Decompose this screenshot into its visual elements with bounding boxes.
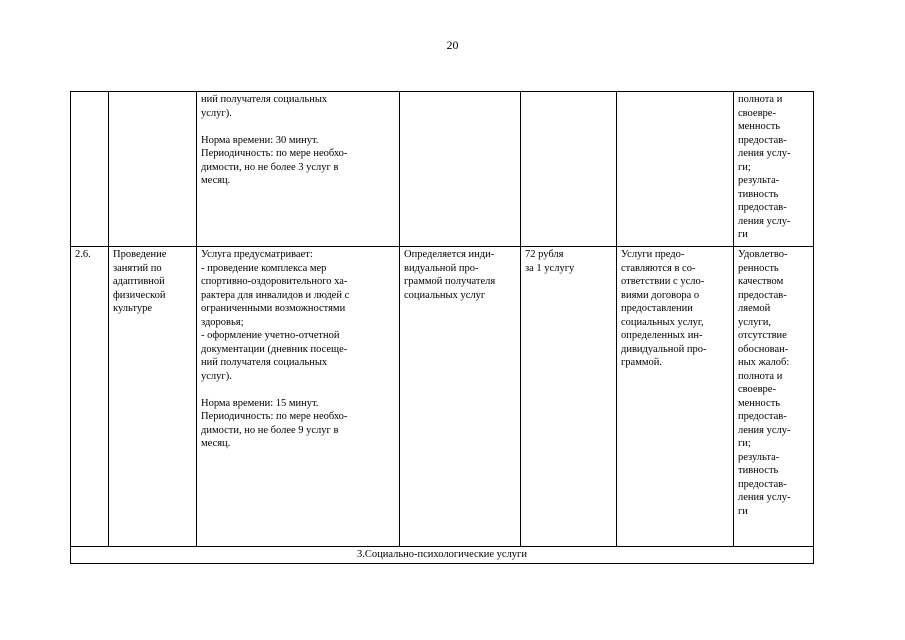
- text-line: занятий по: [113, 262, 162, 274]
- text-line: менность: [738, 121, 781, 132]
- cell-criteria: [734, 92, 814, 247]
- text-line: здоровья;: [201, 316, 244, 328]
- text-line: предоставлении: [621, 303, 693, 314]
- cell-volume: [400, 92, 521, 247]
- text-line: услуг).: [201, 107, 232, 119]
- table-row-2-6: [71, 247, 814, 547]
- text-line: Услуги предо-: [621, 249, 685, 260]
- cell-number: 2.6.: [71, 247, 109, 547]
- text-line: рактера для инвалидов и людей с: [201, 289, 350, 301]
- text-line: услуги,: [738, 316, 771, 328]
- text-line: предостав-: [738, 411, 787, 422]
- text-line: ления услу-: [738, 215, 791, 227]
- page-number: 20: [446, 38, 459, 52]
- cell-criteria: [734, 247, 814, 547]
- text-line: ления услу-: [738, 424, 791, 436]
- text-line: услуг).: [201, 370, 232, 382]
- text-line: ограниченными возможностями: [201, 303, 346, 314]
- text-line: культуре: [113, 303, 152, 314]
- text-line: своевре-: [738, 384, 776, 395]
- cell-price: [521, 247, 617, 547]
- text-line: социальных услуг: [404, 289, 486, 301]
- text-line: адаптивной: [113, 276, 165, 287]
- text-line: тивность: [738, 188, 779, 200]
- cell-name: [109, 247, 197, 547]
- text-line: ги;: [738, 161, 751, 173]
- text-line: ги: [738, 229, 748, 240]
- text-line: ги: [738, 505, 748, 517]
- text-line: [201, 383, 395, 397]
- text-line: - оформление учетно-отчетной: [201, 330, 340, 341]
- text-line: за 1 услугу: [525, 262, 575, 274]
- text-line: спортивно-оздоровительного ха-: [201, 276, 348, 287]
- text-line: димости, но не более 9 услуг в: [201, 424, 339, 436]
- cell-number: [71, 92, 109, 247]
- text-line: полнота и: [738, 94, 783, 105]
- cell-description: [197, 92, 400, 247]
- cell-volume: [400, 247, 521, 547]
- text-line: обоснован-: [738, 343, 789, 355]
- text-line: дивидуальной про-: [621, 343, 707, 355]
- text-line: тивность: [738, 465, 779, 476]
- text-line: граммой.: [621, 357, 663, 368]
- text-line: Определяется инди-: [404, 249, 495, 260]
- text-line: физической: [113, 289, 166, 301]
- text-line: предостав-: [738, 289, 787, 301]
- text-line: ных жалоб:: [738, 357, 790, 368]
- table-row-continued: [71, 92, 814, 247]
- text-line: видуальной про-: [404, 262, 479, 274]
- text-line: определенных ин-: [621, 330, 703, 341]
- text-line: предостав-: [738, 134, 787, 146]
- text-line: димости, но не более 3 услуг в: [201, 161, 339, 173]
- text-line: результа-: [738, 175, 780, 186]
- text-line: ляемой: [738, 303, 771, 314]
- services-table: [70, 91, 814, 564]
- text-line: Проведение: [113, 249, 167, 260]
- text-line: социальных услуг,: [621, 316, 704, 328]
- text-line: Норма времени: 15 минут.: [201, 397, 319, 409]
- section-header-row: [71, 547, 814, 564]
- text-line: 72 рубля: [525, 249, 564, 260]
- text-line: документации (дневник посеще-: [201, 343, 348, 355]
- cell-price: [521, 92, 617, 247]
- text-line: ренность: [738, 262, 779, 274]
- cell-description: [197, 247, 400, 547]
- text-line: ления услу-: [738, 492, 791, 503]
- text-line: качеством: [738, 276, 784, 287]
- text-line: Удовлетво-: [738, 249, 788, 260]
- text-line: ответствии с усло-: [621, 276, 705, 287]
- text-line: месяц.: [201, 175, 231, 186]
- text-line: Услуга предусматривает:: [201, 249, 313, 260]
- text-line: ги;: [738, 438, 751, 449]
- text-line: - проведение комплекса мер: [201, 262, 327, 274]
- text-line: ставляются в со-: [621, 262, 696, 274]
- text-line: ний получателя социальных: [201, 357, 328, 368]
- cell-name: [109, 92, 197, 247]
- text-line: Периодичность: по мере необхо-: [201, 148, 348, 159]
- text-line: ления услу-: [738, 148, 791, 159]
- text-line: месяц.: [201, 438, 231, 449]
- text-line: ний получателя социальных: [201, 94, 328, 105]
- text-line: предостав-: [738, 202, 787, 213]
- text-line: [201, 120, 395, 134]
- section-title: 3.Социально-психологические услуги: [71, 547, 814, 564]
- text-line: Периодичность: по мере необхо-: [201, 411, 348, 422]
- text-line: виями договора о: [621, 289, 700, 301]
- text-line: полнота и: [738, 370, 783, 382]
- text-line: результа-: [738, 451, 780, 463]
- text-line: менность: [738, 397, 781, 409]
- cell-conditions: [617, 92, 734, 247]
- text-line: отсутствие: [738, 330, 787, 341]
- text-line: Норма времени: 30 минут.: [201, 134, 319, 146]
- text-line: предостав-: [738, 478, 787, 490]
- cell-conditions: [617, 247, 734, 547]
- text-line: граммой получателя: [404, 276, 496, 287]
- text-line: своевре-: [738, 107, 776, 119]
